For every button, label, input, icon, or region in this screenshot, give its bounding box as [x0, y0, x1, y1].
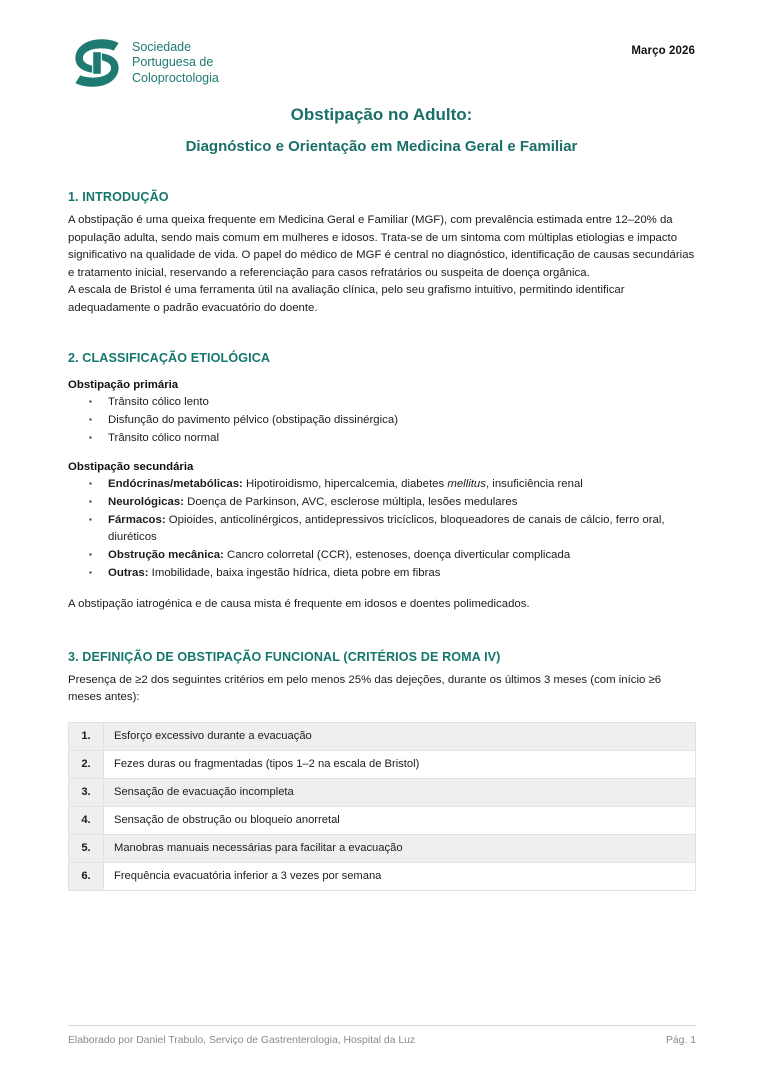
- list-item: ▪ Outras: Imobilidade, baixa ingestão hídrica, dieta pobre em fibras: [68, 565, 696, 582]
- section-heading-classificacao: 2. CLASSIFICAÇÃO ETIOLÓGICA: [68, 351, 271, 365]
- section-heading-definicao: 3. DEFINIÇÃO DE OBSTIPAÇÃO FUNCIONAL (CRITÉRIOS DE ROMA IV): [68, 649, 501, 664]
- intro-paragraph-1: A obstipação é uma queixa frequente em Medicina Geral e Familiar (MGF), com prevalência estimada entre 12–20% da população adulta, sendo mais comum em mulheres e idosos. Trata-se de um sintoma com múltiplas etiologias e impacto significativo na qualidade de vida. O papel do médico de MGF é central no diagnóstico, identificação de causas secundárias e tratamento inicial, reservando a referenciação para casos refratários ou suspeita de doença orgânica.: [68, 214, 695, 279]
- page-title: Obstipação no Adulto:: [290, 105, 473, 124]
- table-row: [69, 862, 696, 890]
- subheading-obstipacao-secundaria: Obstipação secundária: [68, 461, 194, 473]
- table-row: [69, 778, 696, 806]
- section-introducao: [68, 190, 696, 317]
- list-item-term: Endócrinas/metabólicas:: [108, 478, 243, 490]
- organization-name-line-3: Coloproctologia: [132, 70, 219, 85]
- section-classificacao-etiologica: [68, 351, 696, 614]
- list-item: ▪ Disfunção do pavimento pélvico (obstipação dissinérgica): [68, 412, 696, 429]
- criteria-text: Sensação de evacuação incompleta: [104, 778, 696, 806]
- table-row: [69, 750, 696, 778]
- document-date: Março 2026: [631, 45, 695, 57]
- section-definicao-funcional: [68, 650, 696, 891]
- list-item-term: Obstrução mecânica:: [108, 549, 224, 561]
- list-item-term: Neurológicas:: [108, 496, 184, 508]
- intro-paragraph-2: A escala de Bristol é uma ferramenta útil na avaliação clínica, pelo seu grafismo intuitivo, permitindo identificar adequadamente o padrão evacuatório do doente.: [68, 284, 625, 314]
- table-row: [69, 806, 696, 834]
- organization-name-line-2: Portuguesa de: [132, 55, 214, 70]
- criteria-text: Fezes duras ou fragmentadas (tipos 1–2 na escala de Bristol): [104, 750, 696, 778]
- criteria-text: Sensação de obstrução ou bloqueio anorretal: [104, 806, 696, 834]
- list-item-term: Fármacos:: [108, 514, 166, 526]
- list-item: ▪ Fármacos: Opioides, anticolinérgicos, antidepressivos tricíclicos, bloqueadores de canais de cálcio, ferro oral, diuréticos: [68, 512, 696, 546]
- spc-s-logo-icon: [70, 36, 124, 90]
- footer-credit: Elaborado por Daniel Trabulo, Serviço de Gastrenterologia, Hospital da Luz: [68, 1035, 416, 1046]
- criteria-number: 2.: [69, 750, 104, 778]
- list-obstipacao-secundaria: [68, 476, 696, 582]
- table-row: [69, 722, 696, 750]
- list-item-term: Outras:: [108, 567, 149, 579]
- footer-page-number: Pág. 1: [665, 1035, 696, 1046]
- classification-closing-note: A obstipação iatrogénica e de causa mista é frequente em idosos e doentes polimedicados.: [68, 598, 530, 610]
- document-body: [68, 190, 696, 891]
- list-item: ▪ Trânsito cólico normal: [68, 430, 696, 447]
- criteria-number: 1.: [69, 722, 104, 750]
- title-block: [0, 104, 763, 158]
- criteria-table: [68, 722, 696, 891]
- criteria-text: Manobras manuais necessárias para facilitar a evacuação: [104, 834, 696, 862]
- organization-logo: [70, 36, 219, 90]
- criteria-number: 3.: [69, 778, 104, 806]
- criteria-number: 5.: [69, 834, 104, 862]
- criteria-text: Esforço excessivo durante a evacuação: [104, 722, 696, 750]
- organization-name: [132, 40, 219, 87]
- document-header: [0, 0, 763, 100]
- list-item: ▪ Endócrinas/metabólicas: Hipotiroidismo, hipercalcemia, diabetes mellitus, insuficiência renal: [68, 476, 696, 493]
- list-obstipacao-primaria: [68, 394, 696, 447]
- list-item-emphasis: mellitus: [447, 478, 486, 490]
- section-heading-introducao: 1. INTRODUÇÃO: [68, 190, 169, 204]
- page-subtitle: Diagnóstico e Orientação em Medicina Geral e Familiar: [185, 138, 578, 155]
- criteria-number: 4.: [69, 806, 104, 834]
- criteria-number: 6.: [69, 862, 104, 890]
- table-row: [69, 834, 696, 862]
- list-item: ▪ Neurológicas: Doença de Parkinson, AVC, esclerose múltipla, lesões medulares: [68, 494, 696, 511]
- definicao-lead-text: Presença de ≥2 dos seguintes critérios em pelo menos 25% das dejeções, durante os últimos 3 meses (com início ≥6 meses antes):: [68, 673, 662, 703]
- list-item: ▪ Obstrução mecânica: Cancro colorretal (CCR), estenoses, doença diverticular complicada: [68, 547, 696, 564]
- criteria-text: Frequência evacuatória inferior a 3 vezes por semana: [104, 862, 696, 890]
- document-footer: [68, 1025, 696, 1046]
- organization-name-line-1: Sociedade: [132, 39, 192, 54]
- list-item: ▪ Trânsito cólico lento: [68, 394, 696, 411]
- subheading-obstipacao-primaria: Obstipação primária: [68, 379, 179, 391]
